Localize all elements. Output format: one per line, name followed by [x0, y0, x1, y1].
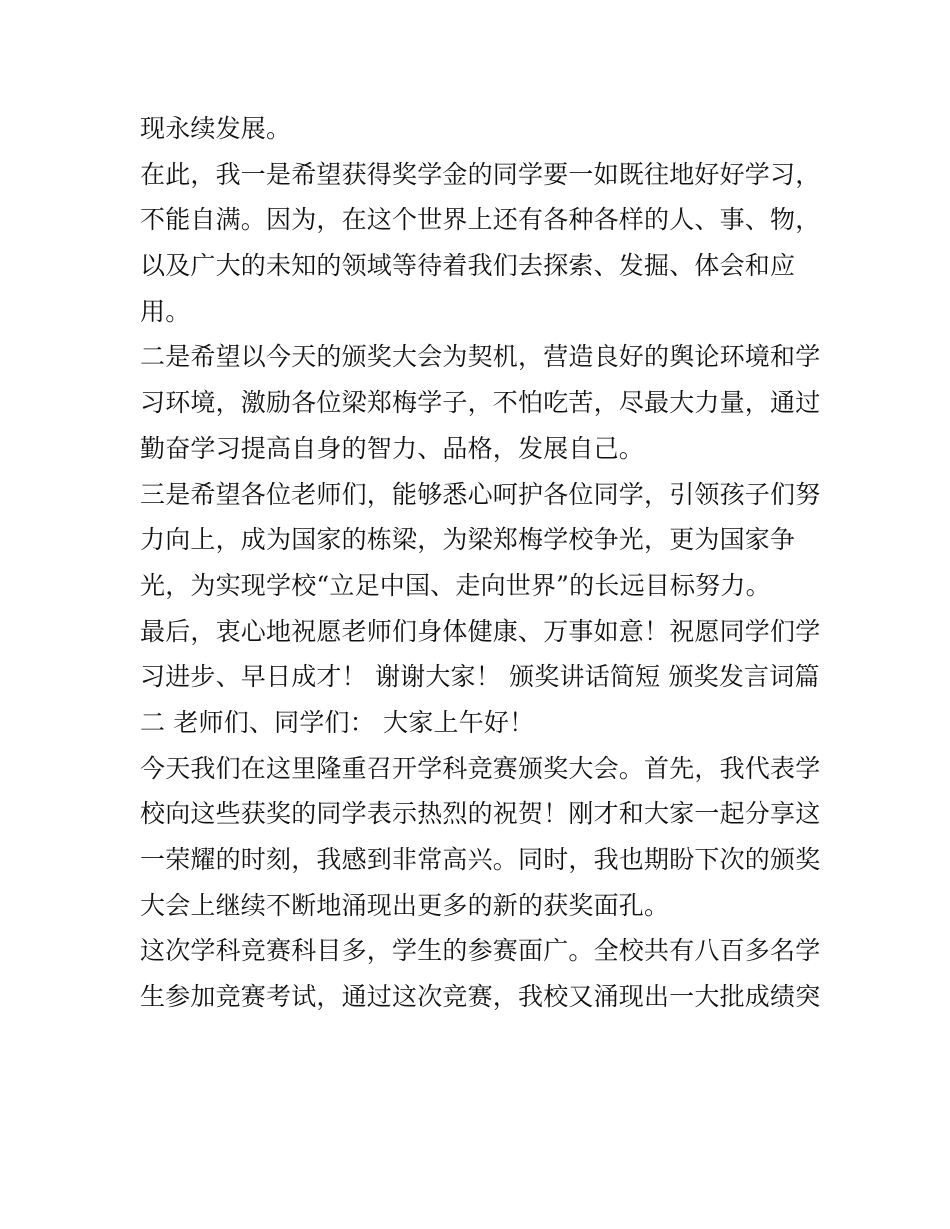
text-line: 以及广大的未知的领域等待着我们去探索、发掘、体会和应 [140, 251, 796, 281]
text-line: 习进步、早日成才！ 谢谢大家！ 颁奖讲话简短 颁奖发言词篇 [140, 662, 820, 692]
text-line: 勤奋学习提高自身的智力、品格，发展自己。 [140, 433, 645, 463]
text-line: 力向上，成为国家的栋梁，为梁郑梅学校争光，更为国家争 [140, 525, 796, 555]
text-line: 习环境，激励各位梁郑梅学子，不怕吃苦，尽最大力量，通过 [140, 388, 821, 418]
text-line: 光，为实现学校“立足中国、走向世界”的长远目标努力。 [140, 570, 771, 600]
text-line: 校向这些获奖的同学表示热烈的祝贺！刚才和大家一起分享这 [140, 799, 821, 829]
text-line: 最后，衷心地祝愿老师们身体健康、万事如意！祝愿同学们学 [140, 616, 821, 646]
text-line: 不能自满。因为，在这个世界上还有各种各样的人、事、物， [140, 205, 821, 235]
text-line: 在此，我一是希望获得奖学金的同学要一如既往地好好学习， [140, 159, 821, 189]
text-line: 今天我们在这里隆重召开学科竞赛颁奖大会。首先，我代表学 [140, 753, 821, 783]
text-line: 一荣耀的时刻，我感到非常高兴。同时，我也期盼下次的颁奖 [140, 845, 821, 874]
text-line: 现永续发展。 [140, 114, 292, 143]
text-line: 二是希望以今天的颁奖大会为契机，营造良好的舆论环境和学 [140, 342, 821, 372]
text-line: 三是希望各位老师们，能够悉心呵护各位同学，引领孩子们努 [140, 479, 821, 509]
body-text [140, 106, 830, 1020]
text-line: 用。 [140, 296, 191, 326]
text-line: 生参加竞赛考试，通过这次竞赛，我校又涌现出一大批成绩突 [140, 982, 821, 1012]
text-line: 二 老师们、同学们： 大家上午好！ [140, 707, 535, 737]
text-line: 这次学科竞赛科目多，学生的参赛面广。全校共有八百多名学 [140, 936, 821, 966]
text-line: 大会上继续不断地涌现出更多的新的获奖面孔。 [140, 890, 670, 920]
